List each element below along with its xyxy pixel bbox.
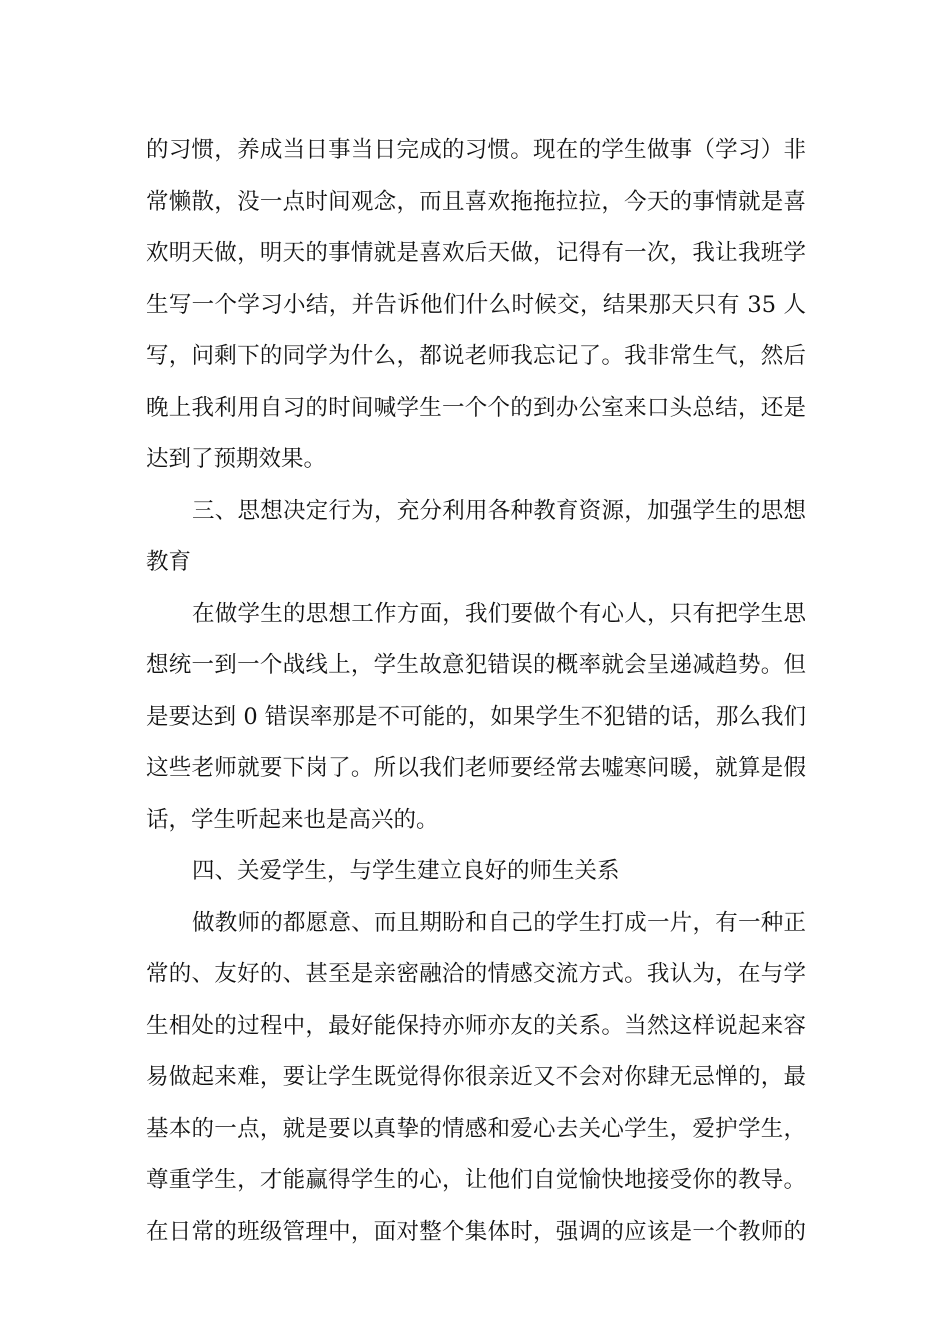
section-heading-3: 三、思想决定行为，充分利用各种教育资源，加强学生的思想 <box>192 498 806 524</box>
body-text-line: 想统一到一个战线上，学生故意犯错误的概率就会呈递减趋势。但 <box>146 652 806 678</box>
body-text-line: 常懒散，没一点时间观念，而且喜欢拖拖拉拉，今天的事情就是喜 <box>146 189 806 215</box>
body-text-line: 的习惯，养成当日事当日完成的习惯。现在的学生做事（学习）非 <box>146 137 806 163</box>
body-text-line: 生写一个学习小结，并告诉他们什么时候交，结果那天只有 35 人 <box>146 292 806 318</box>
body-text-line: 在日常的班级管理中，面对整个集体时，强调的应该是一个教师的 <box>146 1219 806 1245</box>
body-text-line: 写，问剩下的同学为什么，都说老师我忘记了。我非常生气，然后 <box>146 343 806 369</box>
section-heading-3-continued: 教育 <box>146 549 192 575</box>
body-text-line: 在做学生的思想工作方面，我们要做个有心人，只有把学生思 <box>192 601 806 627</box>
body-text-line: 易做起来难，要让学生既觉得你很亲近又不会对你肆无忌惮的，最 <box>146 1064 806 1090</box>
body-text-line: 晚上我利用自习的时间喊学生一个个的到办公室来口头总结，还是 <box>146 395 806 421</box>
body-text-line: 是要达到 0 错误率那是不可能的，如果学生不犯错的话，那么我们 <box>146 704 806 730</box>
body-text-line: 达到了预期效果。 <box>146 446 327 472</box>
body-text-line: 这些老师就要下岗了。所以我们老师要经常去嘘寒问暖，就算是假 <box>146 755 806 781</box>
body-text-line: 基本的一点，就是要以真挚的情感和爱心去关心学生，爱护学生， <box>146 1116 806 1142</box>
body-text-line: 尊重学生，才能赢得学生的心，让他们自觉愉快地接受你的教导。 <box>146 1167 806 1193</box>
body-text-line: 做教师的都愿意、而且期盼和自己的学生打成一片，有一种正 <box>192 910 806 936</box>
section-heading-4: 四、关爱学生，与学生建立良好的师生关系 <box>192 858 620 884</box>
body-text-line: 常的、友好的、甚至是亲密融洽的情感交流方式。我认为，在与学 <box>146 961 806 987</box>
body-text-line: 生相处的过程中，最好能保持亦师亦友的关系。当然这样说起来容 <box>146 1013 806 1039</box>
body-text-line: 欢明天做，明天的事情就是喜欢后天做，记得有一次，我让我班学 <box>146 240 806 266</box>
body-text-line: 话，学生听起来也是高兴的。 <box>146 807 439 833</box>
